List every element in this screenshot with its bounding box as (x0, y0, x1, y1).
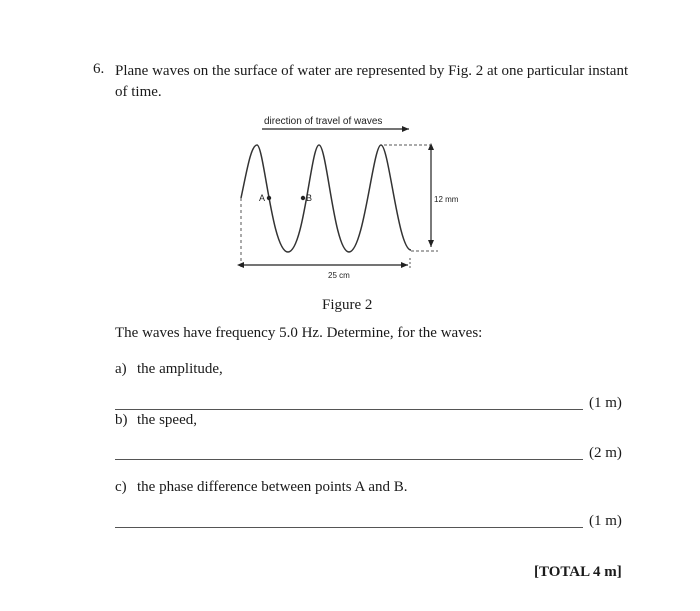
point-a-marker (267, 196, 271, 200)
intro-text: The waves have frequency 5.0 Hz. Determine, for the waves: (115, 325, 483, 341)
figure-caption: Figure 2 (322, 297, 373, 313)
part-a-answer-line[interactable] (115, 409, 583, 410)
part-a-text: the amplitude, (137, 361, 223, 377)
part-c-label: c) (115, 479, 127, 495)
direction-label: direction of travel of waves (264, 116, 383, 127)
width-label: 25 cm (328, 271, 350, 280)
part-c-text: the phase difference between points A and B. (137, 479, 408, 495)
part-a-label: a) (115, 361, 127, 377)
part-b-answer-line[interactable] (115, 459, 583, 460)
part-c-answer-line[interactable] (115, 527, 583, 528)
part-b-marks: (2 m) (589, 445, 622, 461)
question-number: 6. (93, 61, 105, 77)
part-b-label: b) (115, 412, 128, 428)
wave-curve (241, 145, 411, 252)
part-a-marks: (1 m) (589, 395, 622, 411)
question-text: Plane waves on the surface of water are represented by Fig. 2 at one particular instant of time. (115, 63, 629, 100)
part-b-text: the speed, (137, 412, 197, 428)
height-label: 12 mm (434, 195, 459, 204)
part-c-marks: (1 m) (589, 513, 622, 529)
point-b-marker (301, 196, 305, 200)
point-b-label: B (306, 193, 313, 203)
point-a-label: A (259, 193, 266, 203)
total-marks: [TOTAL 4 m] (534, 564, 622, 580)
